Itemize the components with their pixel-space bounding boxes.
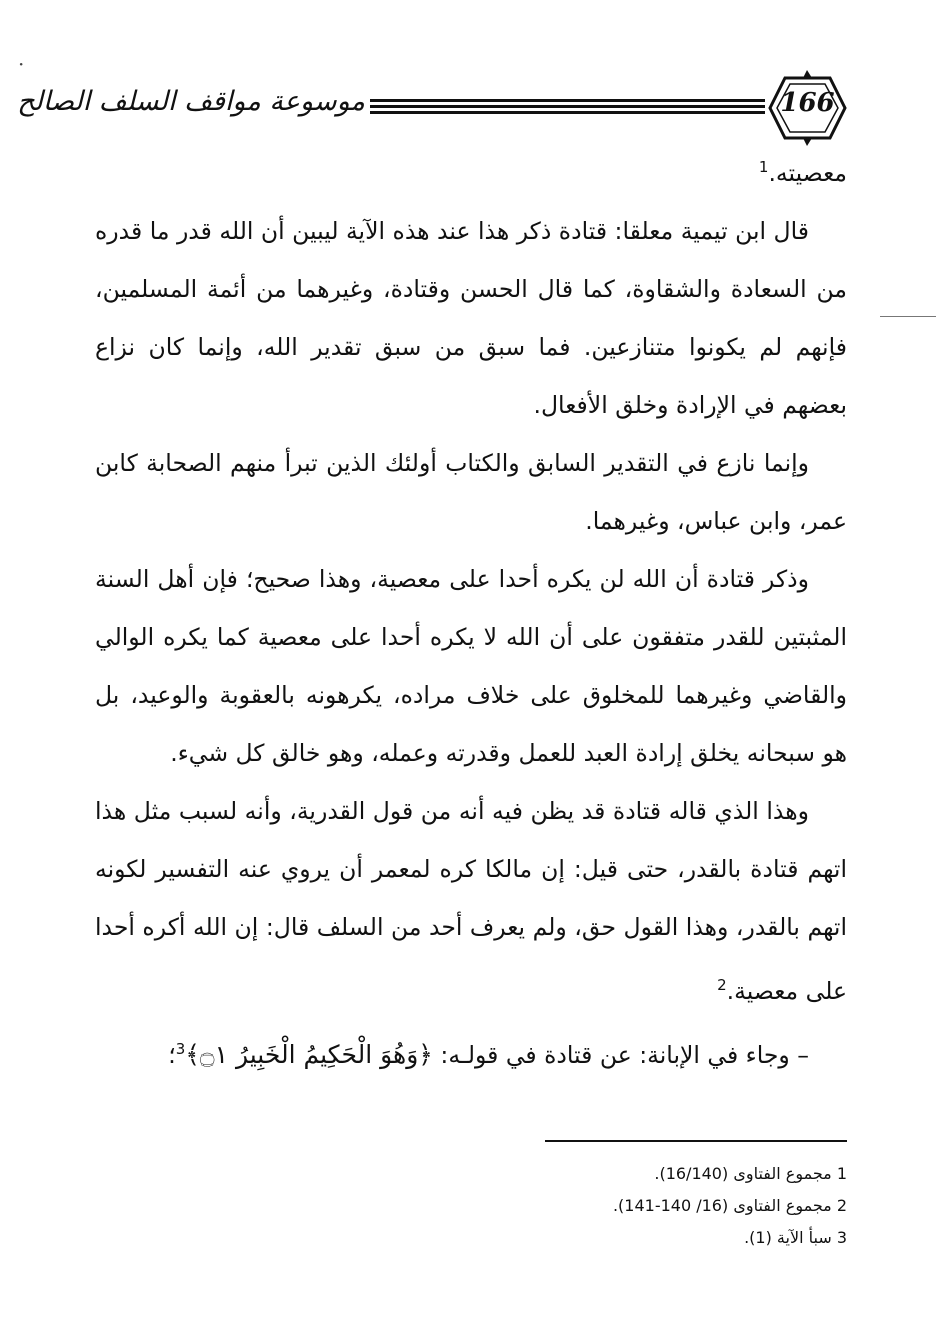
continuation-text: معصيته. xyxy=(768,158,847,187)
footnote: 3 سبأ الآية (1). xyxy=(744,1228,847,1247)
header-rule xyxy=(370,111,765,114)
scan-dot: · xyxy=(18,52,25,76)
quran-verse: ﴿وَهُوَ الْحَكِيمُ الْخَبِيرُ ۝١﴾ xyxy=(185,1039,433,1069)
continuation-line xyxy=(95,138,847,202)
paragraph: وإنما نازع في التقدير السابق والكتاب أولئك الذين تبرأ منهم الصحابة كابن عمر، وابن عباس، وغيرهما. xyxy=(95,448,847,535)
page-number: 166 xyxy=(780,88,835,118)
footnote-ref: 2 xyxy=(717,975,727,994)
footnote-ref: 1 xyxy=(758,158,769,176)
footnote-separator xyxy=(545,1140,847,1142)
page-header xyxy=(17,68,850,148)
paragraph-text: وهذا الذي قاله قتادة قد يظن فيه أنه من قول القدرية، وأنه لسبب مثل هذا اتهم قتادة بالقدر، حتى قيل: إن مالكا كره لمعمر أن يروي عنه التفسير لكونه اتهم بالقدر، وهذا القول حق، ولم يعرف أحد من السلف قال: إن الله أكره أحدا على معصية. xyxy=(95,796,847,1005)
paragraph xyxy=(95,1020,847,1084)
paragraph-end: ؛ xyxy=(168,1040,176,1069)
scan-line-mark xyxy=(880,316,936,317)
book-title: موسوعة مواقف السلف الصالح xyxy=(17,86,365,117)
footnote: 1 مجموع الفتاوى (16/140). xyxy=(654,1164,847,1183)
paragraph: وذكر قتادة أن الله لن يكره أحدا على معصية، وهذا صحيح؛ فإن أهل السنة المثبتين للقدر متفقون على أن الله لا يكره أحدا على معصية كما يكره الوالي والقاضي وغيرهما للمخلوق على خلاف مراده، يكرهونه بالعقوبة والوعيد، بل هو سبحانه يخلق إرادة العبد للعمل وقدرته وعمله، وهو خالق كل شيء. xyxy=(95,564,847,767)
footnote: 2 مجموع الفتاوى (16/ 140-141). xyxy=(612,1196,847,1215)
footnotes xyxy=(500,1158,847,1254)
main-text xyxy=(95,138,847,1083)
page-number-badge xyxy=(765,68,850,148)
footnote-ref: 3 xyxy=(175,1039,186,1058)
header-rule xyxy=(370,105,765,108)
paragraph: قال ابن تيمية معلقا: قتادة ذكر هذا عند هذه الآية ليبين أن الله قدر ما قدره من السعادة والشقاوة، كما قال الحسن وقتادة، وغيرهما من أئمة المسلمين، فإنهم لم يكونوا متنازعين. فما سبق من سبق تقدير الله، وإنما كان نزاع بعضهم في الإرادة وخلق الأفعال. xyxy=(95,216,847,419)
paragraph xyxy=(95,782,847,1020)
paragraph-text: – وجاء في الإبانة: عن قتادة في قولـه: xyxy=(440,1040,809,1069)
header-rule xyxy=(370,99,765,102)
